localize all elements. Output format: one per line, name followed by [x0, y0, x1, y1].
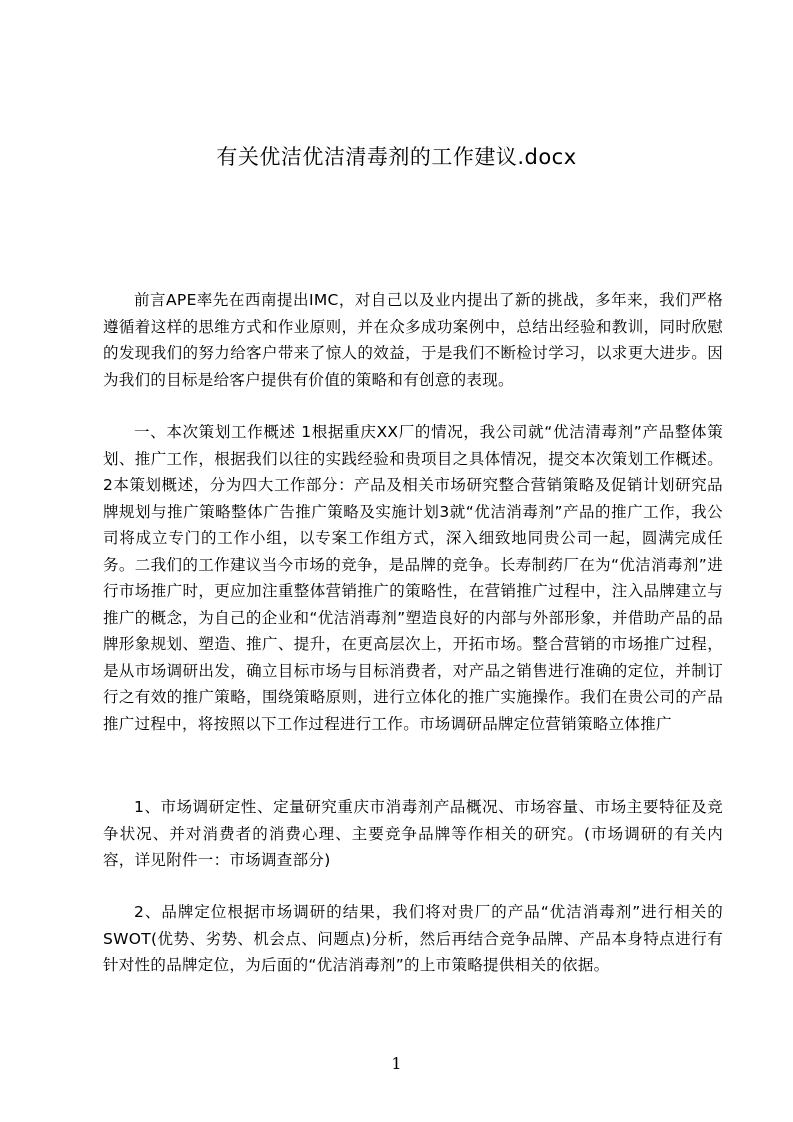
- brand-positioning-paragraph: 2、品牌定位根据市场调研的结果，我们将对贵厂的产品“优洁消毒剂”进行相关的SWOT(优势、劣势、机会点、问题点)分析，然后再结合竞争品牌、产品本身特点进行有针对性的品牌定位，为后面的“优洁消毒剂”的上市策略提供相关的依据。: [103, 903, 723, 974]
- page-number: 1: [391, 1054, 402, 1073]
- market-research-paragraph: 1、市场调研定性、定量研究重庆市消毒剂产品概况、市场容量、市场主要特征及竞争状况、并对消费者的消费心理、主要竞争品牌等作相关的研究。(市场调研的有关内容，详见附件一：市场调查部分): [103, 798, 723, 869]
- document-title: 有关优洁优洁清毒剂的工作建议.docx: [216, 145, 577, 169]
- work-overview-paragraph: 一、本次策划工作概述 1根据重庆XX厂的情况，我公司就“优洁清毒剂”产品整体策划、推广工作，根据我们以往的实践经验和贵项目之具体情况，提交本次策划工作概述。2本策划概述，分为四大工作部分：产品及相关市场研究整合营销策略及促销计划研究品牌规划与推广策略整体广告推广策略及实施计划3就“优洁消毒剂”产品的推广工作，我公司将成立专门的工作小组，以专案工作组方式，深入细致地同贵公司一起，圆满完成任务。二我们的工作建议当今市场的竞争，是品牌的竞争。长寿制药厂在为“优洁消毒剂”进行市场推广时，更应加注重整体营销推广的策略性，在营销推广过程中，注入品牌建立与推广的概念，为自己的企业和“优洁消毒剂”塑造良好的内部与外部形象，并借助产品的品牌形象规划、塑造、推广、提升，在更高层次上，开拓市场。整合营销的市场推广过程，是从市场调研出发，确立目标市场与目标消费者，对产品之销售进行准确的定位，并制订行之有效的推广策略，围绕策略原则，进行立体化的推广实施操作。我们在贵公司的产品推广过程中，将按照以下工作过程进行工作。市场调研品牌定位营销策略立体推广: [103, 423, 723, 733]
- intro-paragraph: 前言APE率先在西南提出IMC，对自己以及业内提出了新的挑战，多年来，我们严格遵循着这样的思维方式和作业原则，并在众多成功案例中，总结出经验和教训，同时欣慰的发现我们的努力给客户带来了惊人的效益，于是我们不断检讨学习，以求更大进步。因为我们的目标是给客户提供有价值的策略和有创意的表现。: [103, 291, 723, 389]
